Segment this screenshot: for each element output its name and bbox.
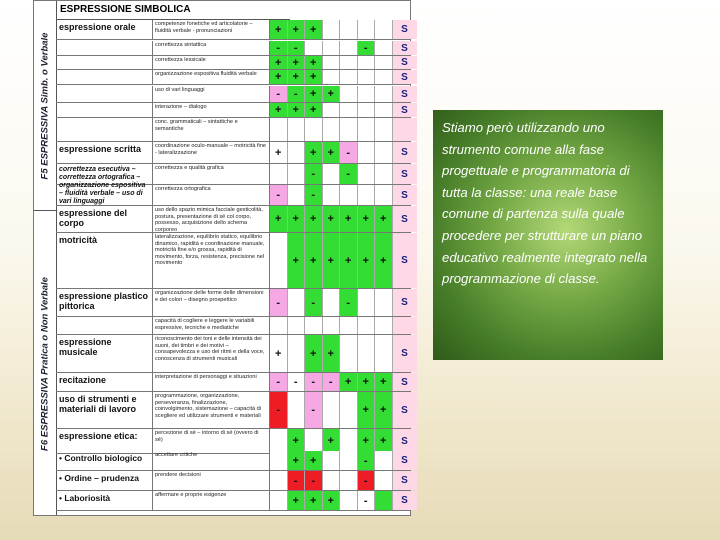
description-cell: coordinazione oculo-manuale – motricità fine - lateralizzazione (153, 142, 270, 163)
rating-cell (270, 451, 288, 470)
rating-cell (323, 56, 341, 69)
rating-cell: - (358, 471, 376, 490)
rating-cell (323, 164, 341, 184)
rating-cell: + (270, 142, 288, 163)
rating-cell: + (305, 86, 323, 102)
category-sublabel: correttezza esecutiva – correttezza ortografica – organizzazione espositiva – fluidità verbale – uso di vari linguaggi (59, 166, 146, 205)
table-row (56, 56, 410, 70)
category-cell (56, 335, 153, 372)
rating-cell (358, 118, 376, 141)
rating-cell: - (340, 142, 358, 163)
table-row (56, 86, 410, 103)
rating-cell (358, 164, 376, 184)
rating-cell (375, 142, 393, 163)
vertical-label-f6 (34, 211, 56, 517)
rating-cell (305, 118, 323, 141)
rating-cell: - (270, 289, 288, 316)
description-cell: programmazione, organizzazione, perseveranza, finalizzazione, coinvolgimento, sistemazione – capacità di scegliere ed utilizzare strumenti e materiali (153, 392, 270, 428)
rating-cell (288, 164, 306, 184)
rating-cell (340, 471, 358, 490)
category-cell (56, 70, 153, 84)
rating-cells (270, 471, 410, 490)
rating-cell: + (340, 373, 358, 391)
rating-cell: + (270, 70, 288, 84)
rating-cell (270, 429, 288, 453)
rating-cell (305, 41, 323, 55)
rating-cell: + (358, 206, 376, 232)
category-cell (56, 289, 153, 316)
table-row (56, 335, 410, 373)
rating-cells (270, 185, 410, 205)
table-row (56, 233, 410, 289)
category-cell (56, 451, 153, 470)
rating-cells (270, 451, 410, 470)
rating-cell (288, 118, 306, 141)
rating-cell (340, 392, 358, 428)
category-label: espressione del corpo (59, 208, 128, 228)
rating-cell: + (323, 142, 341, 163)
rating-cell (323, 20, 341, 39)
description-cell: uso di vari linguaggi (153, 86, 270, 102)
bullet-icon: • (59, 493, 65, 503)
rating-cell: + (340, 233, 358, 288)
rating-cell: - (270, 86, 288, 102)
score-cell: S (393, 56, 417, 69)
rating-cell: - (305, 392, 323, 428)
description-cell: accettare critiche (153, 451, 270, 470)
evaluation-table-document (33, 0, 411, 516)
explanation-text: Stiamo però utilizzando uno strumento comune alla fase progettuale e programmatoria di tutta la classe: una reale base comune di partenza sulla quale procedere per strutturare un piano educativo realmente integrato nella programmazione di classe. (442, 120, 648, 287)
rating-cell (340, 70, 358, 84)
rating-cell (270, 471, 288, 490)
rating-cell: - (270, 41, 288, 55)
rating-cell (323, 41, 341, 55)
rating-cell: + (288, 20, 306, 39)
score-cell: S (393, 41, 417, 55)
rating-cells (270, 164, 410, 184)
category-cell (56, 185, 153, 205)
rating-cell: + (358, 392, 376, 428)
table-row (56, 491, 410, 511)
description-cell: correttezza sintattica (153, 41, 270, 55)
table-row (56, 471, 410, 491)
score-cell: S (393, 206, 417, 232)
table-row (56, 451, 410, 471)
rating-cell (375, 471, 393, 490)
rating-cell: - (270, 373, 288, 391)
rating-cell: + (305, 491, 323, 510)
rating-cell: + (288, 70, 306, 84)
vertical-label-f6-text: F6 ESPRESSIVA Pratica o Non Verbale (39, 277, 51, 451)
rating-cell (375, 451, 393, 470)
table-row (56, 185, 410, 206)
vertical-label-f5-text: F5 ESPRESSIVA Simb. o Verbale (39, 32, 51, 179)
rating-cell (305, 317, 323, 334)
category-bullet (59, 493, 149, 503)
rating-cell: + (375, 206, 393, 232)
description-cell: lateralizzazione, equilibrio statico, equilibrio dinamico, rapidità e coordinazione manuale, motricità fine e/o grossa, rapidità di movimento, forza, resistenza, precisione nel movimento (153, 233, 270, 288)
rating-cell (340, 317, 358, 334)
rating-cell: - (270, 185, 288, 205)
rating-cell: + (305, 335, 323, 372)
rating-cell: + (288, 429, 306, 453)
rating-cell (358, 70, 376, 84)
rating-cells (270, 20, 410, 39)
table-row (56, 20, 410, 40)
rating-cells (270, 233, 410, 288)
rating-cell: + (375, 233, 393, 288)
rating-cell (270, 491, 288, 510)
rating-cell (288, 289, 306, 316)
rating-cell: - (288, 373, 306, 391)
description-cell: interazione – dialogo (153, 103, 270, 117)
rating-cell (375, 164, 393, 184)
rating-cell (358, 103, 376, 117)
rating-cell: + (358, 233, 376, 288)
rating-cell: + (375, 429, 393, 453)
description-cell: percezione di sé – intorno di sé (ovvero di sé) (153, 429, 270, 453)
rating-cell (323, 70, 341, 84)
description-cell: affermare e proprie esigenze (153, 491, 270, 510)
rating-cell: + (305, 70, 323, 84)
rating-cells (270, 373, 410, 391)
score-cell: S (393, 70, 417, 84)
rating-cell: + (288, 233, 306, 288)
description-cell: capacità di cogliere e leggere le variabili espressive, tecniche e mediatiche (153, 317, 270, 334)
description-cell: riconoscimento dei toni e delle intensità dei suoni, dei timbri e dei motivi – consapevolezza e uso dei ritmi e della voce, conoscenza di strumenti musicali (153, 335, 270, 372)
category-cell (56, 471, 153, 490)
rating-cell: + (270, 206, 288, 232)
rating-cell: + (288, 451, 306, 470)
rating-cell (375, 20, 393, 39)
category-cell (56, 86, 153, 102)
rating-cell (270, 233, 288, 288)
rating-cell (375, 118, 393, 141)
rating-cells (270, 491, 410, 510)
table-row (56, 103, 410, 118)
rating-cells (270, 70, 410, 84)
rating-cell (358, 185, 376, 205)
rating-cell: + (305, 103, 323, 117)
rating-cell (323, 289, 341, 316)
category-cell (56, 164, 153, 205)
rating-cell: - (340, 164, 358, 184)
rating-cells (270, 103, 410, 117)
rating-cell (288, 335, 306, 372)
rating-cell (340, 41, 358, 55)
rating-cell (305, 429, 323, 453)
score-cell: S (393, 185, 417, 205)
description-cell: correttezza e qualità grafica (153, 164, 270, 184)
table-row (56, 164, 410, 205)
rating-cell: + (323, 429, 341, 453)
rating-cell: + (288, 491, 306, 510)
category-cell (56, 56, 153, 69)
rating-cell (340, 185, 358, 205)
score-cell: S (393, 373, 417, 391)
bullet-icon: • (59, 453, 65, 463)
rating-cell: - (305, 289, 323, 316)
rating-cell (375, 56, 393, 69)
rating-cell: + (270, 103, 288, 117)
rating-cell (340, 103, 358, 117)
rating-cell: - (323, 373, 341, 391)
category-cell (56, 206, 153, 232)
score-cell: S (393, 86, 417, 102)
rating-cell (323, 317, 341, 334)
rating-cell: + (323, 86, 341, 102)
table-row (56, 118, 410, 142)
rating-cell (358, 289, 376, 316)
category-label: motricità (59, 235, 98, 245)
rating-cell (375, 86, 393, 102)
rating-cell (375, 317, 393, 334)
category-cell (56, 317, 153, 334)
rating-cell (375, 335, 393, 372)
category-cell (56, 233, 153, 288)
category-cell (56, 41, 153, 55)
rating-cell (375, 70, 393, 84)
category-cell (56, 429, 153, 453)
rating-cell (323, 118, 341, 141)
vertical-label-f5 (34, 1, 56, 211)
score-cell: S (393, 491, 417, 510)
category-cell (56, 392, 153, 428)
rating-cell: + (305, 142, 323, 163)
rating-cell (340, 86, 358, 102)
rating-cell (270, 164, 288, 184)
rating-cell (358, 20, 376, 39)
rating-cell: + (323, 206, 341, 232)
category-bullet (59, 473, 149, 483)
rating-cell: + (305, 451, 323, 470)
rating-cell: - (288, 86, 306, 102)
table-row (56, 392, 410, 429)
table-row (56, 317, 410, 335)
category-label: espressione plastico pittorica (59, 291, 149, 311)
rating-cell: + (375, 392, 393, 428)
table-header: ESPRESSIONE SIMBOLICA (56, 1, 290, 20)
rating-cell: - (358, 491, 376, 510)
rating-cell: - (305, 373, 323, 391)
rating-cell: + (358, 373, 376, 391)
rating-cell: + (288, 206, 306, 232)
rating-cell: + (375, 373, 393, 391)
score-cell: S (393, 103, 417, 117)
category-label: espressione musicale (59, 337, 112, 357)
rating-cells (270, 118, 410, 141)
rating-cell: - (305, 471, 323, 490)
rating-cell (288, 317, 306, 334)
rating-cells (270, 56, 410, 69)
description-cell: prendere decisioni (153, 471, 270, 490)
rating-cell (375, 491, 393, 510)
rating-cell (288, 392, 306, 428)
category-cell (56, 20, 153, 39)
table-row (56, 289, 410, 317)
rating-cell: - (288, 471, 306, 490)
bullet-icon: • (59, 473, 65, 483)
rating-cells (270, 86, 410, 102)
rating-cell: + (358, 429, 376, 453)
rating-cell: + (305, 233, 323, 288)
rating-cells (270, 289, 410, 316)
table-row (56, 41, 410, 56)
rating-cell (323, 185, 341, 205)
rating-cell (340, 118, 358, 141)
rating-cell (340, 451, 358, 470)
vertical-labels (34, 1, 57, 515)
rating-cell (358, 335, 376, 372)
rating-cells (270, 317, 410, 334)
rating-cells (270, 429, 410, 453)
rating-cells (270, 41, 410, 55)
rating-cell: + (270, 56, 288, 69)
description-cell: uso dello spazio mimica facciale gesticolità, postura, presentazione di sé col corpo, possesso, acquisizione dello schema corporeo (153, 206, 270, 232)
rating-cell (288, 142, 306, 163)
rating-cell (323, 392, 341, 428)
rating-cell: - (340, 289, 358, 316)
rating-cell (323, 103, 341, 117)
rating-cell: - (305, 164, 323, 184)
score-cell (393, 317, 417, 334)
rating-cell (288, 185, 306, 205)
bullet-text: Controllo biologico (64, 453, 143, 463)
explanation-textbox (433, 110, 663, 360)
rating-cell (340, 20, 358, 39)
description-cell: interpretazione di personaggi e situazioni (153, 373, 270, 391)
rating-cell (358, 86, 376, 102)
rating-cell (340, 491, 358, 510)
rating-cell: - (305, 185, 323, 205)
rating-cell (270, 317, 288, 334)
description-cell: correttezza lessicale (153, 56, 270, 69)
rating-cell (375, 289, 393, 316)
rating-cell: + (270, 335, 288, 372)
table-row (56, 373, 410, 392)
rating-cells (270, 142, 410, 163)
table-row (56, 206, 410, 233)
score-cell: S (393, 164, 417, 184)
score-cell: S (393, 451, 417, 470)
rating-cell (375, 185, 393, 205)
rating-cell: + (323, 233, 341, 288)
score-cell: S (393, 392, 417, 428)
bullet-text: Laboriosità (64, 493, 111, 503)
category-label: uso di strumenti e materiali di lavoro (59, 394, 137, 414)
rating-cell (358, 142, 376, 163)
rating-cell: + (288, 56, 306, 69)
rating-cell: + (305, 206, 323, 232)
description-cell: correttezza ortografica (153, 185, 270, 205)
category-label: espressione scritta (59, 144, 142, 154)
rating-cell (358, 56, 376, 69)
rating-cell (358, 317, 376, 334)
category-cell (56, 491, 153, 510)
description-cell: organizzazione delle forme delle dimensioni e dei colori – disegno prospettico (153, 289, 270, 316)
score-cell: S (393, 429, 417, 453)
rating-cell: - (288, 41, 306, 55)
rating-cell (375, 41, 393, 55)
rating-cell: + (340, 206, 358, 232)
score-cell: S (393, 233, 417, 288)
rating-cell: - (358, 451, 376, 470)
category-cell (56, 142, 153, 163)
rating-cell (323, 451, 341, 470)
score-cell: S (393, 20, 417, 39)
rating-cell (340, 335, 358, 372)
rating-cell: - (270, 392, 288, 428)
rating-cells (270, 206, 410, 232)
category-label: espressione orale (59, 22, 136, 32)
rating-cell: + (305, 56, 323, 69)
rating-cell (323, 471, 341, 490)
rating-cell: + (323, 491, 341, 510)
rating-cell: - (358, 41, 376, 55)
rating-cell (270, 118, 288, 141)
category-cell (56, 103, 153, 117)
rating-cell (340, 429, 358, 453)
rating-cell: + (270, 20, 288, 39)
category-cell (56, 373, 153, 391)
category-label: espressione etica: (59, 431, 138, 441)
score-cell: S (393, 335, 417, 372)
rating-cell (340, 56, 358, 69)
description-cell: organizzazione espositiva fluidità verbale (153, 70, 270, 84)
table-row (56, 70, 410, 85)
score-cell (393, 118, 417, 141)
bullet-text: Ordine – prudenza (64, 473, 139, 483)
rating-cells (270, 392, 410, 428)
rating-cells (270, 335, 410, 372)
description-cell: conc. grammaticali – sintattiche e semantiche (153, 118, 270, 141)
score-cell: S (393, 471, 417, 490)
category-bullet (59, 453, 149, 463)
rating-cell: + (323, 335, 341, 372)
score-cell: S (393, 289, 417, 316)
table-row (56, 142, 410, 164)
category-cell (56, 118, 153, 141)
description-cell: competenze fonetiche ed articolatorie – fluidità verbale - pronunciazioni (153, 20, 270, 39)
rating-cell: + (305, 20, 323, 39)
score-cell: S (393, 142, 417, 163)
rating-cell (375, 103, 393, 117)
category-label: recitazione (59, 375, 107, 385)
rating-cell: + (288, 103, 306, 117)
